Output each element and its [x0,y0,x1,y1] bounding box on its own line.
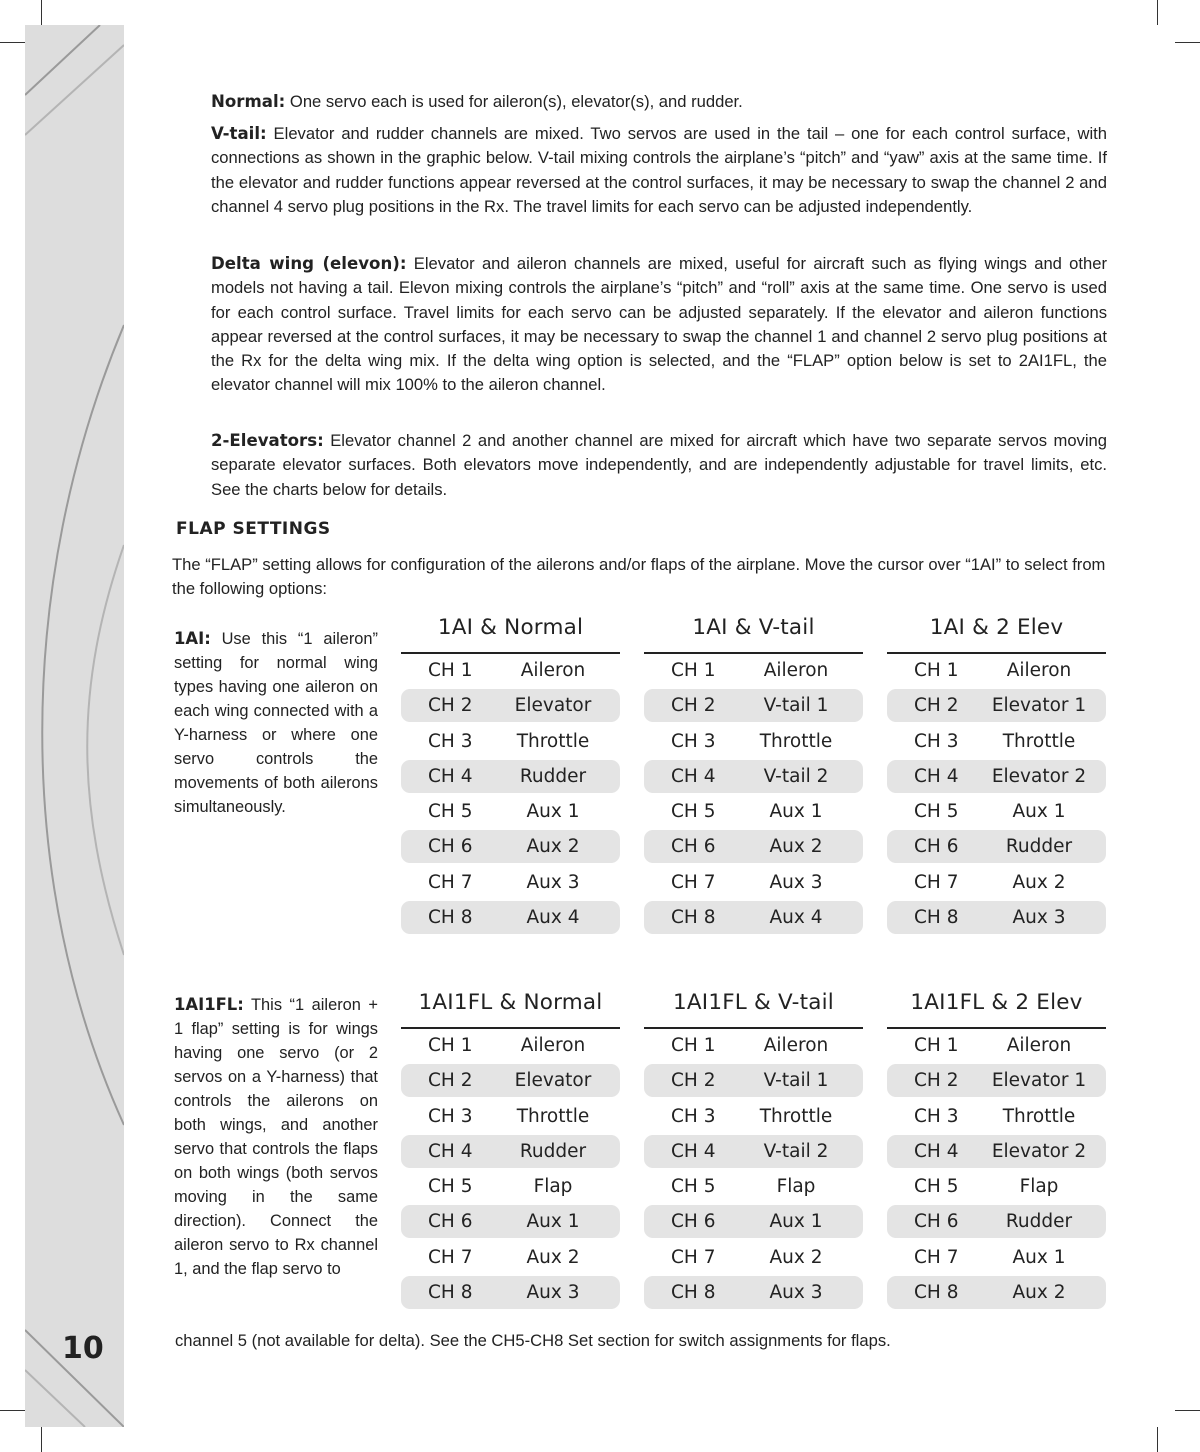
channel-function: Aux 1 [1012,801,1066,823]
channel-label: CH 7 [428,871,473,893]
term-v-tail: V-tail: [211,124,267,143]
table-row [887,1100,1106,1133]
table-row [887,866,1106,899]
channel-function: Aux 3 [526,1282,580,1304]
channel-label: CH 3 [671,1105,716,1127]
channel-label: CH 4 [671,1140,716,1162]
table-row [887,1205,1106,1238]
channel-label: CH 8 [914,1282,959,1304]
term-1ai: 1AI: [174,629,211,648]
table-row [887,1135,1106,1168]
channel-label: CH 7 [671,871,716,893]
table-row [887,689,1106,722]
table-row [887,1029,1106,1062]
table-row [644,1064,863,1097]
table-row [887,1170,1106,1203]
channel-function: Throttle [1002,1105,1076,1127]
channel-function: Flap [776,1176,816,1198]
crop-mark [41,0,42,25]
channel-function: Aux 2 [526,836,580,858]
table-row [644,1100,863,1133]
channel-function: Aux 3 [769,1282,823,1304]
channel-label: CH 1 [428,660,473,681]
term-normal: Normal: [211,92,286,111]
channel-label: CH 3 [428,730,473,752]
table-row [401,1064,620,1097]
channel-function: Aux 4 [769,907,823,929]
swoosh-graphic [25,25,124,1427]
table-row [887,1064,1106,1097]
channel-function: V-tail 2 [763,1140,829,1162]
table-row [644,1276,863,1309]
channel-label: CH 6 [428,836,473,858]
page-number: 10 [62,1331,104,1366]
channel-label: CH 1 [671,1035,716,1056]
crop-mark [0,1410,25,1411]
channel-function: Elevator [514,1070,592,1092]
channel-label: CH 4 [428,1140,473,1162]
table-row [887,830,1106,863]
table-row [887,1276,1106,1309]
table-row [401,1029,620,1062]
channel-function: Aux 2 [1012,871,1066,893]
channel-label: CH 7 [671,1246,716,1268]
table-row [887,795,1106,828]
crop-mark [1157,1427,1158,1452]
table-row [401,760,620,793]
channel-table [887,990,1106,1309]
paragraph-normal [211,90,1107,114]
channel-label: CH 6 [914,836,959,858]
side-note-text: This “1 aileron + 1 flap” setting is for wings having one servo (or 2 servos on a Y-harness) that controls the ailerons on both wings, and another servo that controls the flaps on both wings (both servos moving in the same direction). Connect the aileron servo to Rx channel 1, and the flap servo to [174,996,378,1278]
channel-label: CH 3 [914,1105,959,1127]
table-row [887,725,1106,758]
decorative-sidebar [25,25,124,1427]
section-title-flap-settings: FLAP SETTINGS [176,519,331,539]
crop-mark [1175,42,1200,43]
channel-function: Aux 2 [1012,1282,1066,1304]
channel-label: CH 6 [428,1211,473,1233]
table-row [401,725,620,758]
table-row [644,1241,863,1274]
table-row [644,1029,863,1062]
channel-function: Elevator 1 [991,695,1087,717]
channel-label: CH 2 [428,695,473,717]
channel-function: V-tail 1 [763,695,829,717]
channel-label: CH 4 [914,765,959,787]
table-row [401,689,620,722]
side-note-1ai1fl [174,993,378,1281]
channel-function: Aux 4 [526,907,580,929]
table-title: 1AI & Normal [437,615,584,640]
channel-label: CH 4 [671,765,716,787]
channel-label: CH 8 [671,907,716,929]
term-delta-wing: Delta wing (elevon): [211,254,407,273]
channel-function: Aileron [763,1035,829,1056]
table-row [887,1241,1106,1274]
table-row [644,725,863,758]
paragraph-text: Elevator and aileron channels are mixed, useful for aircraft such as flying wings and other models not having a tail. Elevon mixing controls the airplane’s “pitch” and “roll” axis at the same time. One servo is used for each control surface. Travel limits for each servo can be adjusted separately. If the elevator and aileron functions appear reversed at the control surfaces, it may be necessary to swap the channel 1 and channel 2 servo plug positions at the Rx for the delta wing mix. If the delta wing option is selected, and the “FLAP” option below is set to 2AI1FL, the elevator channel will mix 100% to the aileron channel. [211,254,1108,395]
table-row [401,1205,620,1238]
closing-line: channel 5 (not available for delta). See the CH5-CH8 Set section for switch assignments for flaps. [175,1331,891,1350]
channel-label: CH 6 [671,1211,716,1233]
channel-function: Aux 1 [526,1211,580,1233]
channel-function: Aux 1 [1012,1246,1066,1268]
table-row [401,654,620,687]
channel-label: CH 8 [428,1282,473,1304]
channel-label: CH 1 [914,1035,959,1056]
channel-function: Throttle [516,730,590,752]
channel-function: Throttle [759,1105,833,1127]
channel-table [401,990,620,1309]
channel-table [644,615,863,934]
table-row [644,654,863,687]
table-row [644,1170,863,1203]
table-row [401,1241,620,1274]
table-row [644,1205,863,1238]
channel-function: Aux 1 [769,1211,823,1233]
channel-function: Aux 2 [769,1246,823,1268]
channel-function: Rudder [519,765,587,787]
paragraph-text: One servo each is used for aileron(s), elevator(s), and rudder. [285,92,743,111]
table-row [401,830,620,863]
channel-label: CH 2 [671,695,716,717]
channel-label: CH 6 [914,1211,959,1233]
table-row [401,901,620,934]
paragraph-v-tail [211,122,1107,219]
paragraph-delta-wing [211,252,1107,398]
table-row [887,654,1106,687]
side-note-text: Use this “1 aileron” setting for normal wing types having one aileron on each wing connected with a Y-harness or where one servo controls the movements of both ailerons simultaneously. [174,630,378,816]
channel-function: Elevator 2 [991,1140,1087,1162]
channel-function: Aux 1 [526,801,580,823]
table-row [887,760,1106,793]
table-row [644,830,863,863]
channel-label: CH 4 [428,765,473,787]
channel-function: Aux 2 [769,836,823,858]
channel-function: Aux 2 [526,1246,580,1268]
table-row [644,901,863,934]
paragraph-2-elevators [211,429,1107,502]
flap-settings-intro: The “FLAP” setting allows for configuration of the ailerons and/or flaps of the airplane. Move the cursor over “1AI” to select from the following options: [172,555,1106,598]
channel-label: CH 5 [671,801,716,823]
table-title: 1AI1FL & Normal [418,990,603,1015]
channel-label: CH 2 [671,1070,716,1092]
channel-label: CH 7 [914,1246,959,1268]
channel-function: Elevator 1 [991,1070,1087,1092]
channel-label: CH 1 [914,660,959,681]
channel-function: Aileron [520,1035,586,1056]
channel-label: CH 8 [428,907,473,929]
channel-function: Aux 3 [1012,907,1066,929]
channel-label: CH 6 [671,836,716,858]
side-note-1ai [174,627,378,819]
channel-label: CH 3 [428,1105,473,1127]
channel-label: CH 5 [428,1176,473,1198]
channel-function: Throttle [1002,730,1076,752]
channel-function: Aileron [1006,660,1072,681]
crop-mark [41,1427,42,1452]
channel-function: Throttle [516,1105,590,1127]
crop-mark [1157,0,1158,25]
channel-label: CH 5 [671,1176,716,1198]
table-title: 1AI1FL & 2 Elev [910,990,1083,1015]
paragraph-text: Elevator channel 2 and another channel are mixed for aircraft which have two separate servos moving separate elevator surfaces. Both elevators move independently, and are independently adjustable for travel limits, etc. See the charts below for details. [211,431,1107,499]
table-row [887,901,1106,934]
channel-label: CH 2 [914,1070,959,1092]
table-row [401,1100,620,1133]
crop-mark [1175,1410,1200,1411]
channel-label: CH 8 [914,907,959,929]
channel-function: Throttle [759,730,833,752]
table-row [401,795,620,828]
table-row [401,1170,620,1203]
channel-function: Aux 3 [769,871,823,893]
channel-label: CH 5 [914,1176,959,1198]
table-row [644,795,863,828]
table-row [644,760,863,793]
table-row [401,866,620,899]
table-row [644,689,863,722]
channel-label: CH 5 [428,801,473,823]
paragraph-text: Elevator and rudder channels are mixed. Two servos are used in the tail – one for each control surface, with connections as shown in the graphic below. V-tail mixing controls the airplane’s “pitch” and “yaw” axis at the same time. If the elevator and rudder functions appear reversed at the control surfaces, it may be necessary to swap the channel 2 and channel 4 servo plug positions in the Rx. The travel limits for each servo can be adjusted independently. [211,124,1107,216]
channel-label: CH 4 [914,1140,959,1162]
channel-label: CH 3 [671,730,716,752]
channel-label: CH 1 [671,660,716,681]
channel-function: Aileron [763,660,829,681]
term-1ai1fl: 1AI1FL: [174,995,244,1014]
table-row [401,1276,620,1309]
table-row [644,866,863,899]
channel-label: CH 1 [428,1035,473,1056]
channel-label: CH 7 [914,871,959,893]
channel-function: Elevator [514,695,592,717]
channel-label: CH 2 [428,1070,473,1092]
channel-function: V-tail 1 [763,1070,829,1092]
channel-function: Aux 1 [769,801,823,823]
channel-function: Flap [533,1176,573,1198]
channel-label: CH 3 [914,730,959,752]
table-row [644,1135,863,1168]
term-2-elevators: 2-Elevators: [211,431,324,450]
channel-function: Elevator 2 [991,765,1087,787]
channel-function: Flap [1019,1176,1059,1198]
table-row [401,1135,620,1168]
channel-label: CH 5 [914,801,959,823]
table-title: 1AI1FL & V-tail [673,990,834,1015]
channel-function: Rudder [1005,1211,1073,1233]
channel-function: Aux 3 [526,871,580,893]
channel-function: Aileron [520,660,586,681]
channel-function: Aileron [1006,1035,1072,1056]
channel-table [401,615,620,934]
channel-function: V-tail 2 [763,765,829,787]
table-title: 1AI & 2 Elev [929,615,1064,640]
crop-mark [0,42,25,43]
channel-label: CH 7 [428,1246,473,1268]
channel-function: Rudder [1005,836,1073,858]
table-title: 1AI & V-tail [692,615,815,640]
channel-function: Rudder [519,1140,587,1162]
channel-table [644,990,863,1309]
channel-table [887,615,1106,934]
channel-label: CH 8 [671,1282,716,1304]
channel-label: CH 2 [914,695,959,717]
